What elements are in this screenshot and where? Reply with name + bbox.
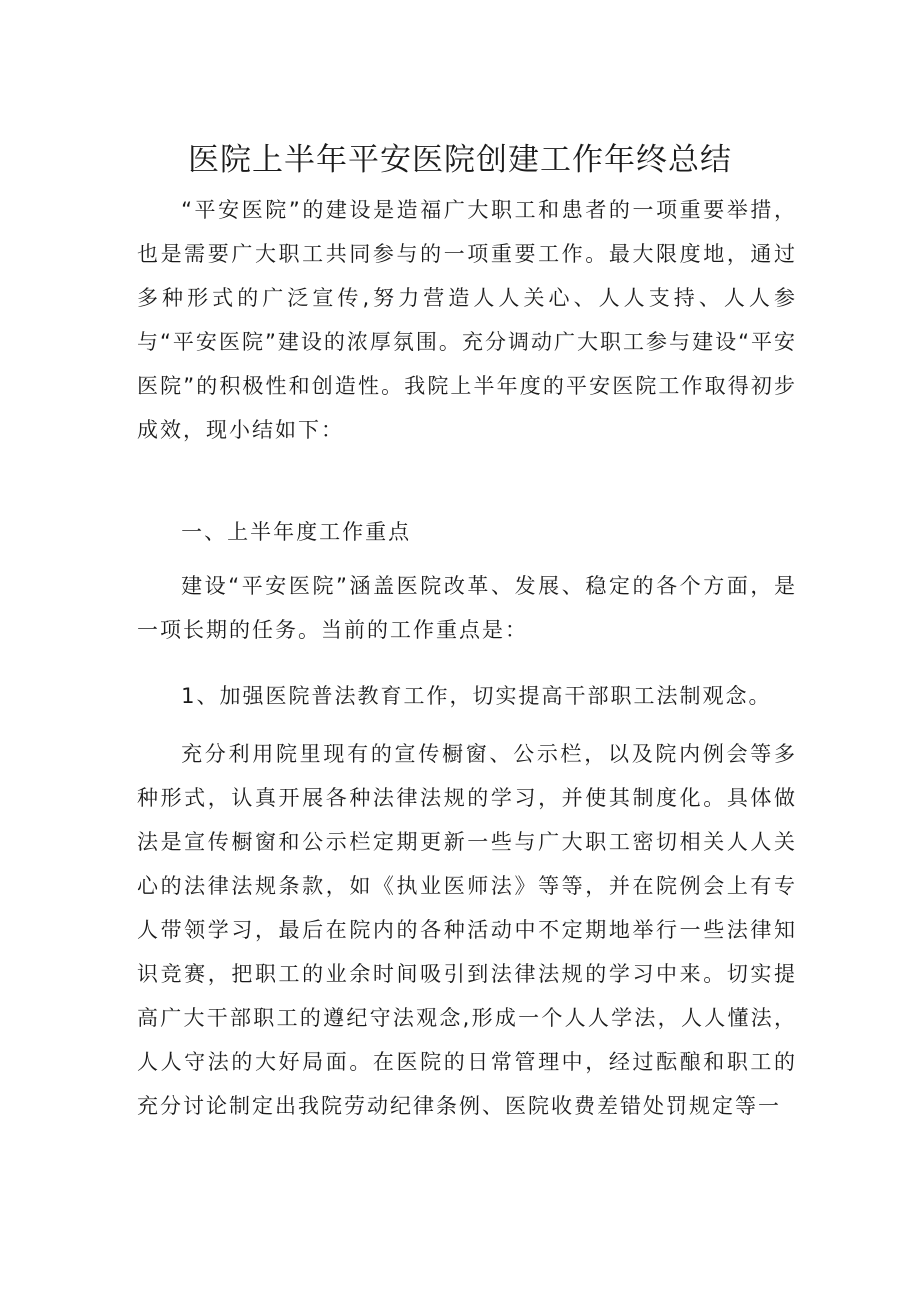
section-heading: 一、上半年度工作重点 [181, 520, 412, 544]
subsection-paragraph: 充分利用院里现有的宣传橱窗、公示栏，以及院内例会等多种形式，认真开展各种法律法规的学习，并使其制度化。具体做法是宣传橱窗和公示栏定期更新一些与广大职工密切相关人人关心的法律法规条款，如《执业医师法》等等，并在院例会上有专人带领学习，最后在院内的各种活动中不定期地举行一些法律知识竞赛，把职工的业余时间吸引到法律法规的学习中来。切实提高广大干部职工的遵纪守法观念,形成一个人人学法，人人懂法，人人守法的大好局面。在医院的日常管理中，经过酝酿和职工的充分讨论制定出我院劳动纪律条例、医院收费差错处罚规定等一 [137, 742, 797, 1118]
section-paragraph: 建设“平安医院”涵盖医院改革、发展、稳定的各个方面，是一项长期的任务。当前的工作重点是： [137, 574, 797, 642]
subsection-heading: 1、加强医院普法教育工作，切实提高干部职工法制观念。 [181, 684, 772, 708]
document-title: 医院上半年平安医院创建工作年终总结 [188, 142, 732, 178]
intro-paragraph: “平安医院”的建设是造福广大职工和患者的一项重要举措，也是需要广大职工共同参与的一项重要工作。最大限度地，通过多种形式的广泛宣传,努力营造人人关心、人人支持、人人参与“平安医院”建设的浓厚氛围。充分调动广大职工参与建设“平安医院”的积极性和创造性。我院上半年度的平安医院工作取得初步成效，现小结如下： [137, 198, 797, 442]
